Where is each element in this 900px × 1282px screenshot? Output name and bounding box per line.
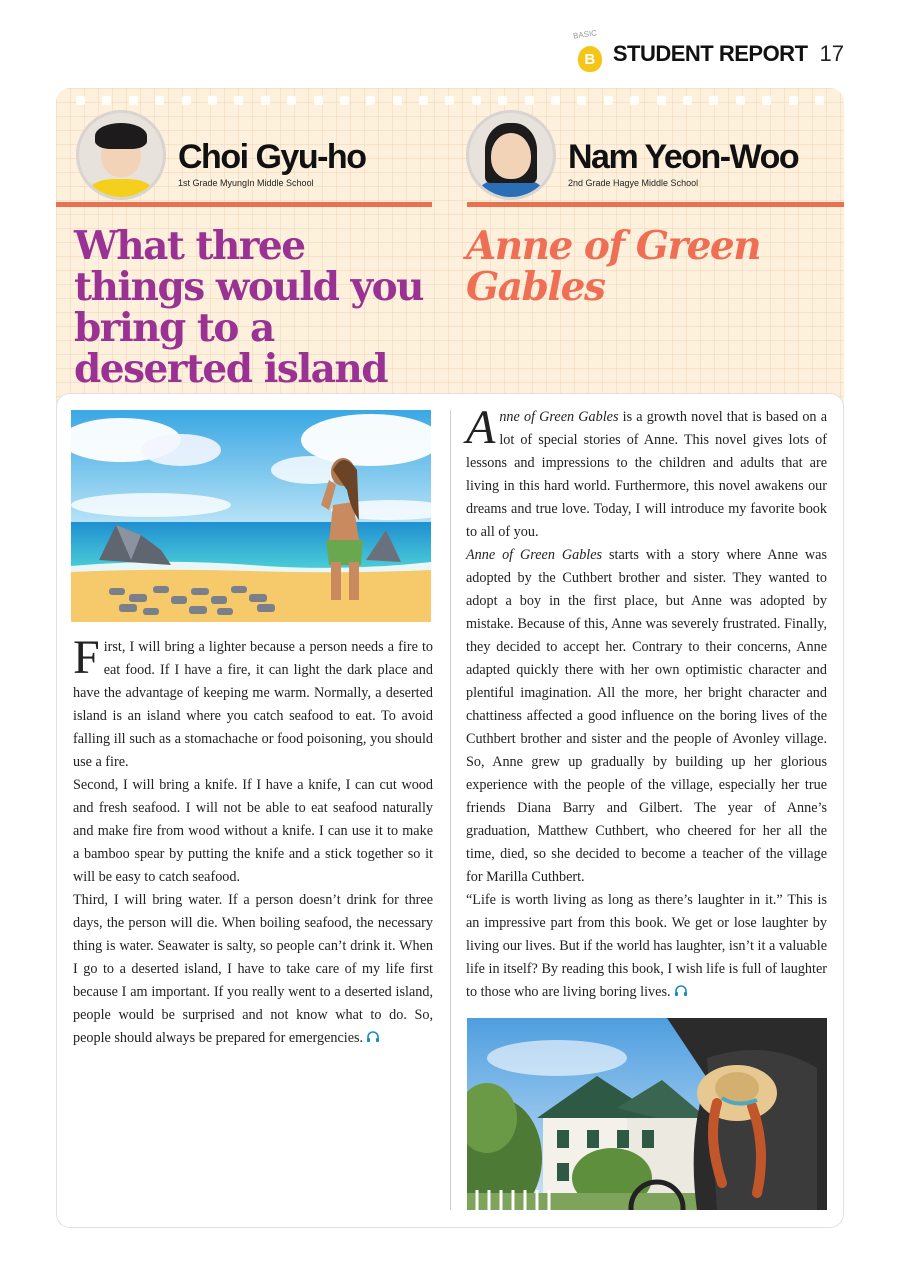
left-dropcap: F: [73, 631, 100, 684]
left-author: [76, 110, 365, 200]
section-title: STUDENT REPORT: [612, 41, 808, 66]
right-dropcap: A: [466, 401, 496, 454]
left-author-school: 1st Grade MyungIn Middle School: [178, 178, 314, 188]
green-gables-house-photo: [467, 1018, 827, 1210]
right-author-name: Nam Yeon-Woo: [568, 138, 799, 176]
headphones-end-icon: [674, 985, 688, 997]
left-author-name: Choi Gyu-ho: [178, 138, 366, 176]
left-author-rule: [56, 202, 432, 207]
page-header: [572, 28, 844, 74]
report-panel: [56, 88, 844, 1228]
column-divider: [450, 410, 451, 1210]
logo-badge-icon: B: [578, 46, 602, 72]
left-article-body: [73, 631, 433, 1050]
left-author-avatar: [76, 110, 166, 200]
headphones-end-icon: [366, 1031, 380, 1043]
right-paragraph-3: “Life is worth living as long as there’s laughter in it.” This is an impressive part from this book. We get or lose laughter by living our lives. But if the world has laughter, isn’t it a valuable life in itself? By reading this book, I wish life is full of laughter to those who are living boring lives.: [466, 892, 827, 1000]
right-author-avatar: [466, 110, 556, 200]
left-paragraph-1: First, I will bring a lighter because a person needs a fire to eat food. If I have a fire, it can light the dark place and have the advantage of keeping me warm. Normally, a deserted island is an island where you catch seafood to eat. To avoid falling ill such as a stomachache or food poisoning, you should use a fire.: [73, 631, 433, 770]
deserted-island-illustration: [71, 410, 431, 622]
right-article-title: Anne of Green Gables: [466, 223, 761, 310]
right-article-body: [466, 401, 827, 1004]
right-paragraph-1: Anne of Green Gables is a growth novel that is based on a lot of special stories of Anne. This novel gives lots of lessons and impressions to the children and adults that are living in this hard world. Furthermore, this novel awakens our dreams and true love. Today, I will introduce my favorite book to all of you.: [466, 401, 827, 540]
page-number: 17: [819, 41, 844, 66]
left-paragraph-3: Third, I will bring water. If a person doesn’t drink for three days, the person will die. When boiling seafood, the necessary thing is water. Seawater is salty, so people can’t drink it. When I go to a deserted island, I have to take care of my life first because I am important. If you really went to a deserted island, people would be surprised and not know what to do. So, people should always be prepared for emergencies.: [73, 892, 433, 1046]
right-author-rule: [467, 202, 844, 207]
panel-dot-border: [76, 96, 824, 106]
right-author: [466, 110, 798, 200]
basic-logo: [572, 28, 605, 74]
right-author-school: 2nd Grade Hagye Middle School: [568, 178, 699, 188]
right-paragraph-2: Anne of Green Gables starts with a story where Anne was adopted by the Cuthbert brother and sister. They wanted to adopt a boy in the first place, but Anne was adopted by mistake. Because of this, Anne was severely frustrated. Finally, they decided to accept her. Contrary to their concerns, Anne adapted quickly there with her own optimistic character and plentiful imagination. All the more, her bright character and chattiness affected a good influence on the boring lives of the Cuthbert brother and sister and the people of Avonley village. So, Anne grew up gradually by building up her glorious experience with the people of the village, especially her true friends Diana Barry and Gilbert. The year of Anne’s graduation, Matthew Cuthbert, who cheered for her all the time, died, so she decided to become a teacher of the village for Marilla Cuthbert.: [466, 547, 827, 885]
logo-caption: BASIC: [572, 28, 598, 41]
left-paragraph-2: Second, I will bring a knife. If I have a knife, I can cut wood and fresh seafood. I will not be able to eat seafood naturally and make fire from wood without a knife. I can use it to make a bamboo spear by putting the knife and a stick together so it will be easy to catch seafood.: [73, 777, 433, 885]
content-card: [56, 393, 844, 1228]
left-article-title: What three things would you bring to a deserted island: [74, 223, 423, 392]
